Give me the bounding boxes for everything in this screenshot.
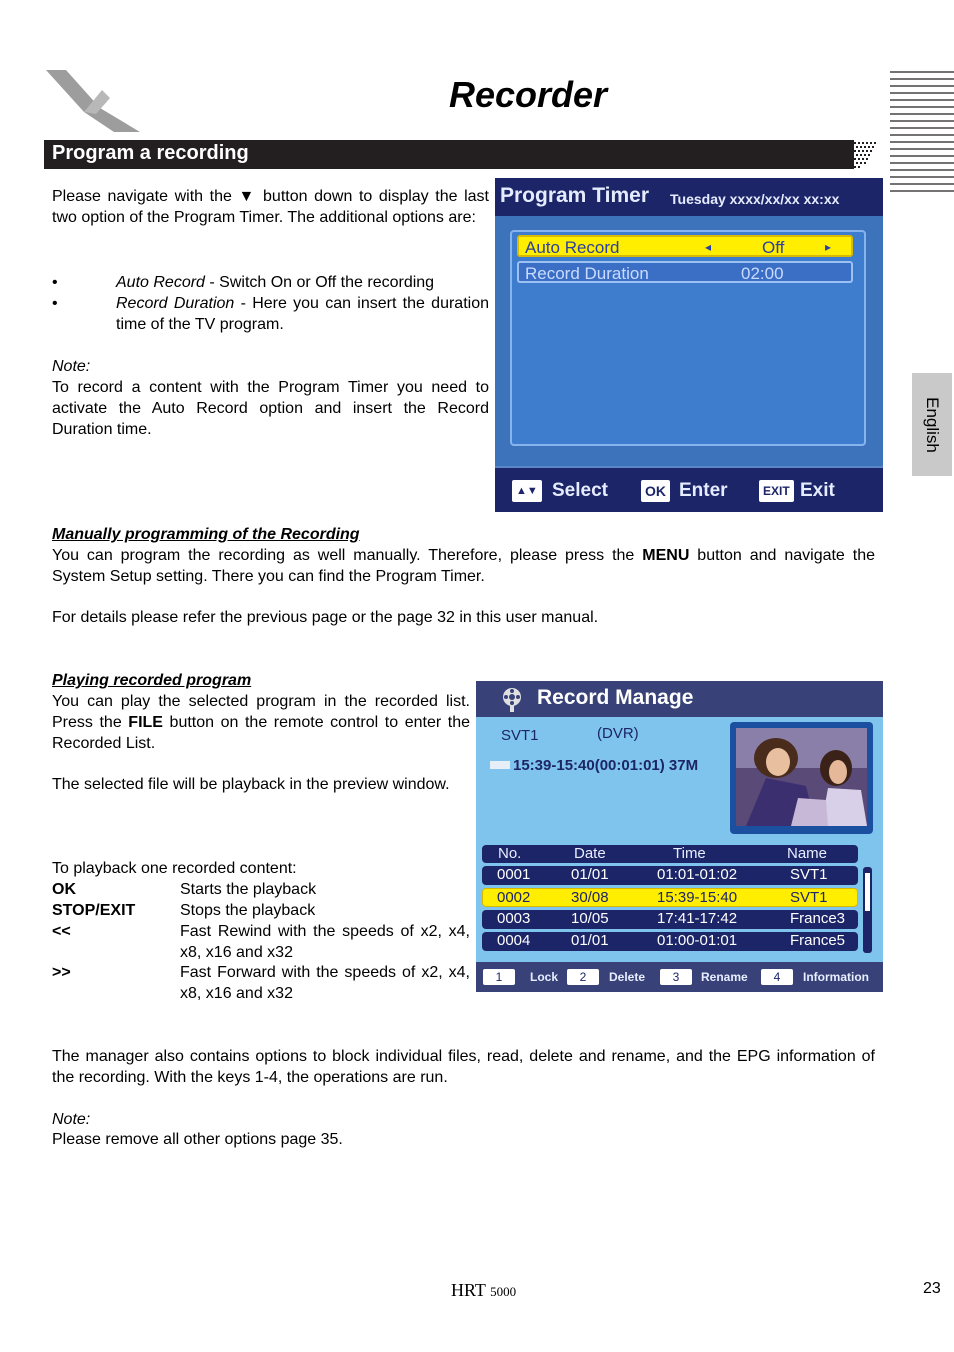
record-row-selected[interactable] bbox=[482, 888, 858, 907]
ok-key-icon: OK bbox=[641, 480, 670, 502]
exit-label: Exit bbox=[800, 480, 835, 501]
record-time: 01:01-01:02 bbox=[657, 866, 738, 883]
record-date: 01/01 bbox=[571, 866, 609, 883]
col-time: Time bbox=[673, 845, 706, 862]
scrollbar-thumb[interactable] bbox=[865, 873, 870, 911]
auto-record-row[interactable] bbox=[517, 235, 853, 257]
record-name: SVT1 bbox=[790, 889, 828, 906]
page-number: 23 bbox=[923, 1280, 941, 1297]
key-name: >> bbox=[52, 964, 71, 981]
key-name: STOP/EXIT bbox=[52, 902, 136, 919]
bullet-term: Record Duration bbox=[116, 295, 235, 312]
record-row[interactable] bbox=[482, 910, 858, 929]
record-list-scrollbar[interactable] bbox=[863, 867, 872, 953]
menu-key-text: MENU bbox=[642, 547, 690, 564]
record-time: 01:00-01:01 bbox=[657, 932, 738, 949]
language-tab-label: English bbox=[923, 396, 942, 453]
record-no: 0002 bbox=[497, 889, 531, 906]
auto-record-value: Off bbox=[762, 238, 785, 257]
key-desc: Stops the playback bbox=[180, 902, 316, 919]
program-timer-footer bbox=[495, 466, 883, 512]
key-desc: Fast Forward with the speeds of x2, x4, x8, x16 and x32 bbox=[180, 964, 470, 1002]
record-manage-header bbox=[476, 681, 883, 717]
playback-intro: To playback one recorded content: bbox=[52, 860, 297, 877]
record-date: 10/05 bbox=[571, 910, 609, 927]
record-manage-title: Record Manage bbox=[537, 686, 694, 709]
record-name: SVT1 bbox=[790, 866, 828, 883]
playing-text-a: You can play the selected program in the recorded list. Press the bbox=[52, 693, 470, 731]
dvr-tag: (DVR) bbox=[597, 725, 639, 742]
model-number: 5000 bbox=[490, 1284, 517, 1299]
bullet-term: Auto Record bbox=[116, 274, 205, 291]
record-no: 0004 bbox=[497, 932, 531, 949]
record-date: 30/08 bbox=[571, 889, 609, 906]
language-tab bbox=[912, 373, 952, 476]
progress-bar bbox=[490, 761, 510, 769]
rename-label: Rename bbox=[701, 970, 748, 984]
program-timer-screen bbox=[495, 178, 883, 512]
program-timer-header bbox=[495, 178, 883, 216]
key-2-icon: 2 bbox=[567, 969, 599, 985]
information-label: Information bbox=[803, 970, 869, 984]
program-timer-title: Program Timer bbox=[500, 184, 649, 207]
record-duration-row[interactable] bbox=[517, 261, 853, 283]
bullet-desc: - Switch On or Off the recording bbox=[204, 274, 435, 291]
preview-paragraph: The selected file will be playback in the preview window. bbox=[52, 776, 450, 793]
record-no: 0001 bbox=[497, 866, 531, 883]
note-label: Note: bbox=[52, 358, 91, 375]
key-4-icon: 4 bbox=[761, 969, 793, 985]
record-no: 0003 bbox=[497, 910, 531, 927]
playing-paragraph bbox=[52, 691, 470, 754]
key-desc: Fast Rewind with the speeds of x2, x4, x8, x16 and x32 bbox=[180, 923, 470, 961]
closing-note-text: Please remove all other options page 35. bbox=[52, 1131, 343, 1148]
enter-label: Enter bbox=[679, 480, 728, 501]
record-duration-label: Record Duration bbox=[525, 264, 649, 283]
delete-label: Delete bbox=[609, 970, 646, 984]
key-desc: Starts the playback bbox=[180, 881, 317, 898]
arrow-left-icon: ◂ bbox=[705, 240, 712, 254]
footer-brand bbox=[451, 1280, 516, 1301]
channel-name: SVT1 bbox=[501, 727, 539, 744]
page-title: Recorder bbox=[448, 74, 608, 115]
section-title: Program a recording bbox=[52, 142, 249, 164]
col-no: No. bbox=[498, 845, 522, 862]
playing-heading: Playing recorded program bbox=[52, 672, 252, 689]
manual-details: For details please refer the previous page or the page 32 in this user manual. bbox=[52, 609, 599, 626]
record-row[interactable] bbox=[482, 932, 858, 951]
program-timer-date: Tuesday xxxx/xx/xx xx:xx bbox=[670, 191, 840, 207]
manual-text-a: You can program the recording as well manually. Therefore, please press the bbox=[52, 547, 643, 564]
brand-name: HRT bbox=[451, 1280, 486, 1300]
note-text: To record a content with the Program Timer you need to activate the Auto Record option and insert the Record Duration time. bbox=[52, 379, 489, 438]
intro-text: Please navigate with the ▼ button down to display the last two option of the Program Timer. The additional options are: bbox=[52, 188, 489, 226]
record-date: 01/01 bbox=[571, 932, 609, 949]
dither-pattern-icon bbox=[842, 140, 882, 169]
bullet-desc: - Here you can insert the duration time of the TV program. bbox=[116, 295, 490, 333]
key-3-icon: 3 bbox=[660, 969, 692, 985]
record-time: 17:41-17:42 bbox=[657, 910, 738, 927]
section-header bbox=[44, 140, 882, 169]
record-manage-footer bbox=[476, 962, 883, 992]
intro-paragraph bbox=[52, 186, 489, 228]
closing-paragraph: The manager also contains options to block individual files, read, delete and rename, and the EPG information of the recording. With the keys 1-4, the operations are run. bbox=[52, 1048, 875, 1086]
key-1-icon: 1 bbox=[483, 969, 515, 985]
auto-record-label: Auto Record bbox=[525, 238, 620, 257]
col-name: Name bbox=[787, 845, 828, 862]
col-date: Date bbox=[574, 845, 606, 862]
recording-time-info: 15:39-15:40(00:01:01) 37M bbox=[513, 757, 699, 774]
record-time: 15:39-15:40 bbox=[657, 889, 738, 906]
record-name: France3 bbox=[790, 910, 846, 927]
key-name: << bbox=[52, 923, 71, 940]
manual-text-b: button and navigate the System Setup setting. There you can find the Program Timer. bbox=[52, 547, 876, 585]
record-duration-value: 02:00 bbox=[741, 264, 784, 283]
preview-image bbox=[736, 728, 867, 826]
record-row[interactable] bbox=[482, 866, 858, 885]
record-name: France5 bbox=[790, 932, 846, 949]
file-key-text: FILE bbox=[128, 714, 163, 731]
manual-paragraph bbox=[52, 545, 875, 587]
select-key-icon: ▲▼ bbox=[512, 480, 542, 502]
key-name: OK bbox=[52, 881, 76, 898]
bullet-dot: • bbox=[52, 274, 58, 291]
exit-key-icon: EXIT bbox=[759, 480, 794, 502]
decorative-lines bbox=[890, 70, 954, 194]
lock-label: Lock bbox=[530, 970, 559, 984]
closing-note-label: Note: bbox=[52, 1111, 91, 1128]
arrow-right-icon: ▸ bbox=[825, 240, 832, 254]
select-label: Select bbox=[552, 480, 608, 501]
record-list-header bbox=[482, 845, 858, 863]
record-manage-screen bbox=[476, 681, 883, 992]
playing-text-b: button on the remote control to enter the Recorded List. bbox=[52, 714, 470, 752]
film-reel-icon bbox=[500, 685, 524, 713]
manual-heading: Manually programming of the Recording bbox=[52, 526, 360, 543]
preview-window bbox=[730, 722, 873, 834]
bullet-dot: • bbox=[52, 295, 58, 312]
